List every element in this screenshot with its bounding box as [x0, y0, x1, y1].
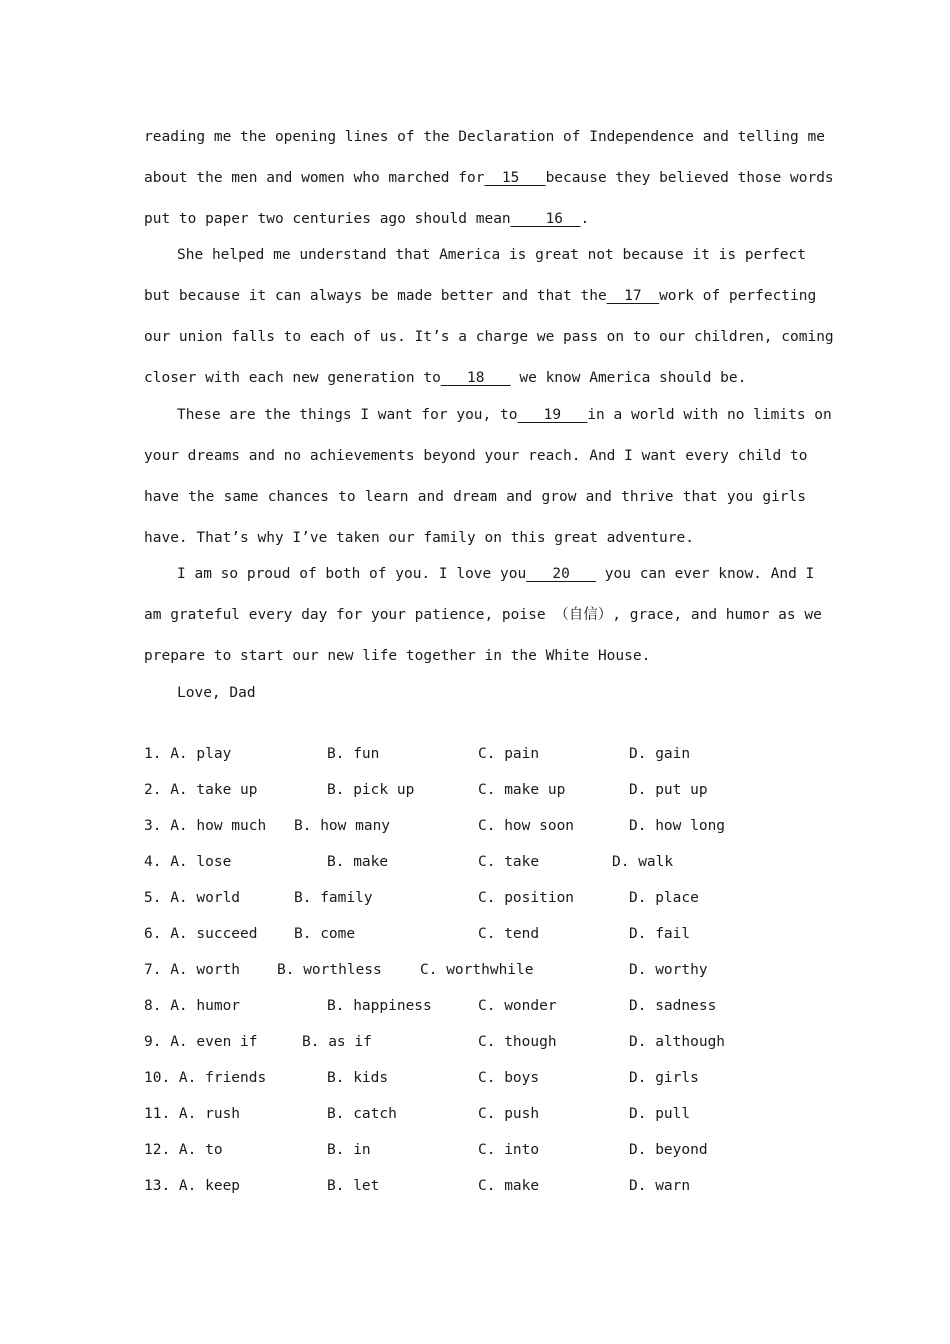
- blank-18: ___18___: [440, 370, 511, 386]
- passage-text: you can ever know. And I: [596, 566, 815, 582]
- option-c: C. make: [478, 1178, 540, 1194]
- passage-line: your dreams and no achievements beyond your reach. And I want every child to: [144, 448, 808, 464]
- option-c: C. push: [478, 1106, 540, 1122]
- passage-line: have the same chances to learn and dream and grow and thrive that you girls: [144, 489, 806, 505]
- option-d: D. walk: [612, 854, 674, 870]
- option-d: D. girls: [629, 1070, 699, 1086]
- option-c: C. boys: [478, 1070, 540, 1086]
- blank-17: __17__: [606, 288, 660, 304]
- option-c: C. worthwhile: [420, 962, 534, 978]
- passage-text: in a world with no limits on: [587, 407, 832, 423]
- passage-text: but because it can always be made better and that the: [144, 288, 607, 304]
- option-b: B. family: [294, 890, 373, 906]
- option-a: 11. A. rush: [144, 1106, 241, 1122]
- question-options: [144, 1032, 806, 1052]
- option-a: 1. A. play: [144, 746, 232, 762]
- option-d: D. worthy: [629, 962, 708, 978]
- option-b: B. make: [327, 854, 389, 870]
- passage-line: [177, 405, 832, 425]
- passage-line: [144, 209, 806, 229]
- question-options: [144, 996, 806, 1016]
- question-options: [144, 1068, 806, 1088]
- question-options: [144, 1140, 806, 1160]
- option-b: B. as if: [302, 1034, 372, 1050]
- passage-text: closer with each new generation to: [144, 370, 441, 386]
- option-b: B. pick up: [327, 782, 415, 798]
- option-b: B. how many: [294, 818, 391, 834]
- option-b: B. happiness: [327, 998, 432, 1014]
- passage-text: work of perfecting: [659, 288, 817, 304]
- option-c: C. wonder: [478, 998, 557, 1014]
- option-b: B. in: [327, 1142, 371, 1158]
- passage-line: [144, 368, 806, 388]
- question-options: [144, 816, 806, 836]
- question-options: [144, 744, 806, 764]
- question-options: [144, 852, 806, 872]
- passage-line: am grateful every day for your patience, poise （自信）, grace, and humor as we: [144, 607, 822, 623]
- question-options: [144, 1176, 806, 1196]
- option-d: D. fail: [629, 926, 691, 942]
- option-d: D. how long: [629, 818, 726, 834]
- passage-line: reading me the opening lines of the Declaration of Independence and telling me: [144, 129, 825, 145]
- question-options: [144, 1104, 806, 1124]
- option-d: D. although: [629, 1034, 726, 1050]
- option-d: D. sadness: [629, 998, 717, 1014]
- option-a: 5. A. world: [144, 890, 241, 906]
- blank-19: ___19___: [517, 407, 588, 423]
- option-a: 7. A. worth: [144, 962, 241, 978]
- option-d: D. pull: [629, 1106, 691, 1122]
- option-d: D. put up: [629, 782, 708, 798]
- passage-line: [144, 168, 834, 188]
- option-a: 13. A. keep: [144, 1178, 241, 1194]
- option-c: C. tend: [478, 926, 540, 942]
- option-b: B. let: [327, 1178, 380, 1194]
- option-b: B. fun: [327, 746, 380, 762]
- passage-line: [144, 286, 817, 306]
- passage-text: about the men and women who marched for: [144, 170, 485, 186]
- option-d: D. warn: [629, 1178, 691, 1194]
- option-b: B. come: [294, 926, 356, 942]
- option-a: 4. A. lose: [144, 854, 232, 870]
- option-a: 6. A. succeed: [144, 926, 258, 942]
- blank-16: ____16__: [510, 211, 581, 227]
- passage-text: we know America should be.: [510, 370, 747, 386]
- passage-text: because they believed those words: [545, 170, 834, 186]
- passage-text: .: [580, 211, 590, 227]
- option-a: 9. A. even if: [144, 1034, 258, 1050]
- question-options: [144, 960, 806, 980]
- option-d: D. place: [629, 890, 699, 906]
- option-a: 2. A. take up: [144, 782, 258, 798]
- option-c: C. though: [478, 1034, 557, 1050]
- passage-text: These are the things I want for you, to: [177, 407, 518, 423]
- question-options: [144, 888, 806, 908]
- letter-signature: Love, Dad: [177, 685, 256, 701]
- passage-line: prepare to start our new life together in the White House.: [144, 648, 651, 664]
- question-options: [144, 924, 806, 944]
- option-d: D. beyond: [629, 1142, 708, 1158]
- option-b: B. worthless: [277, 962, 382, 978]
- passage-text: I am so proud of both of you. I love you: [177, 566, 527, 582]
- blank-15: __15___: [484, 170, 546, 186]
- passage-line: She helped me understand that America is great not because it is perfect: [177, 247, 806, 263]
- blank-20: ___20___: [526, 566, 597, 582]
- option-c: C. into: [478, 1142, 540, 1158]
- option-a: 3. A. how much: [144, 818, 267, 834]
- option-d: D. gain: [629, 746, 691, 762]
- option-b: B. kids: [327, 1070, 389, 1086]
- passage-line: our union falls to each of us. It’s a charge we pass on to our children, coming: [144, 329, 834, 345]
- option-a: 10. A. friends: [144, 1070, 267, 1086]
- option-c: C. how soon: [478, 818, 575, 834]
- passage-line: have. That’s why I’ve taken our family on this great adventure.: [144, 530, 694, 546]
- option-a: 12. A. to: [144, 1142, 223, 1158]
- passage-line: [177, 564, 815, 584]
- passage-text: put to paper two centuries ago should mean: [144, 211, 511, 227]
- question-options: [144, 780, 806, 800]
- option-c: C. make up: [478, 782, 566, 798]
- option-c: C. position: [478, 890, 575, 906]
- option-c: C. take: [478, 854, 540, 870]
- option-c: C. pain: [478, 746, 540, 762]
- option-a: 8. A. humor: [144, 998, 241, 1014]
- option-b: B. catch: [327, 1106, 397, 1122]
